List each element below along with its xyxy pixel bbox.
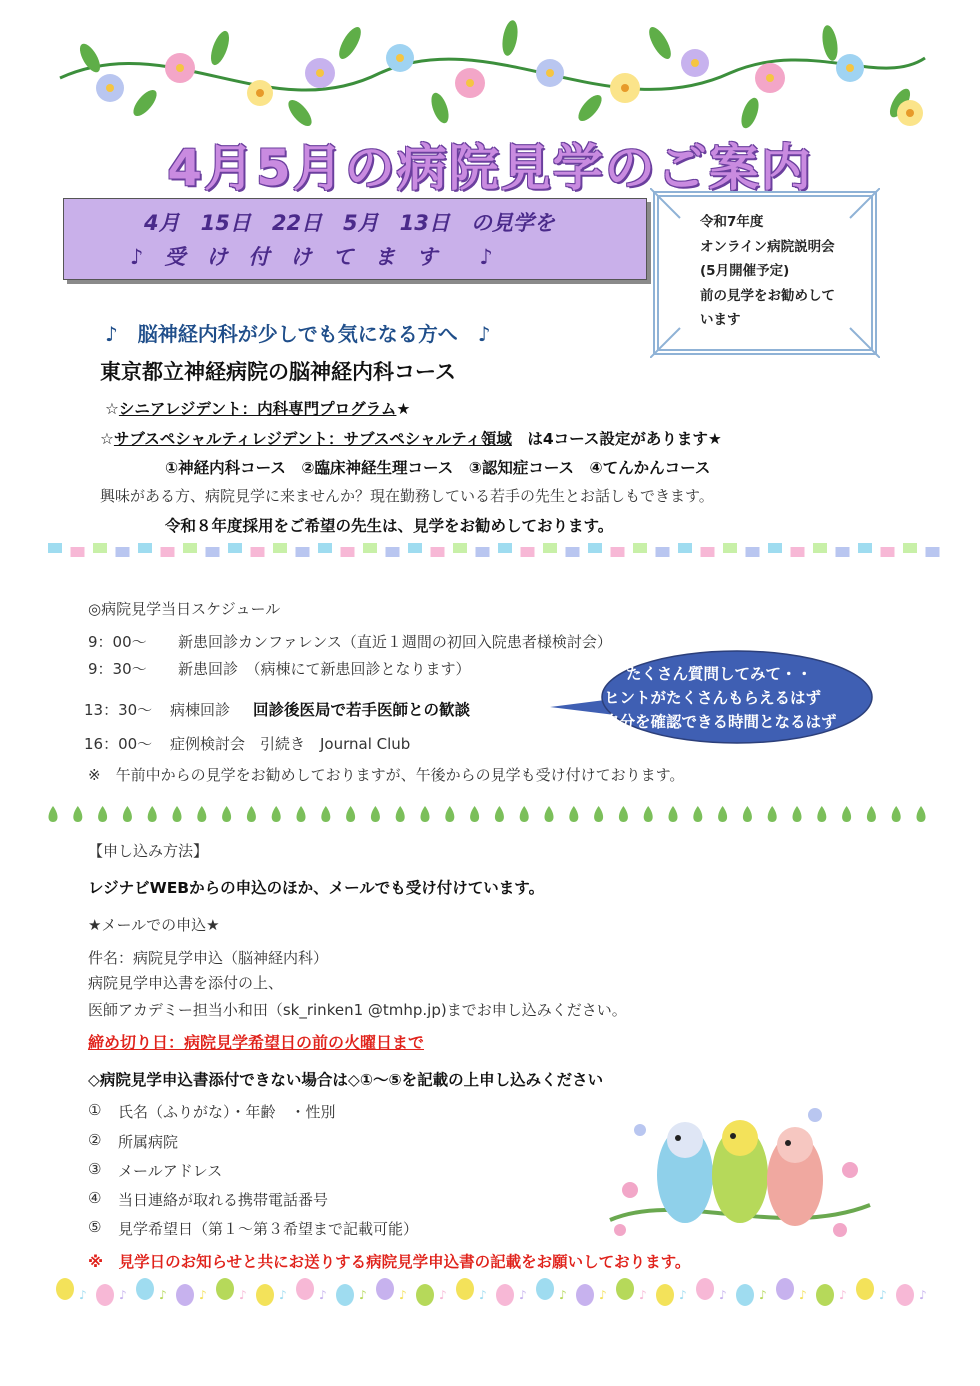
divider-drop xyxy=(222,806,231,822)
schedule-time: 13：30～ xyxy=(84,701,153,719)
balloon-icon xyxy=(576,1284,594,1306)
music-note-icon: ♪ xyxy=(519,1288,527,1302)
divider-square xyxy=(543,543,557,553)
divider-drop xyxy=(892,806,901,822)
music-note-icon: ♪ xyxy=(559,1288,567,1302)
bubble-line: ヒントがたくさんもらえるはず xyxy=(604,689,822,707)
divider-drop xyxy=(321,806,330,822)
square-divider xyxy=(48,543,948,559)
music-note-icon: ♪ xyxy=(679,1288,687,1302)
music-note-icon: ♪ xyxy=(799,1288,807,1302)
divider-square xyxy=(116,547,130,557)
divider-drop xyxy=(346,806,355,822)
divider-square xyxy=(813,543,827,553)
course-title: 東京都立神経病院の脳神経内科コース xyxy=(100,360,456,384)
divider-drop xyxy=(371,806,380,822)
divider-square xyxy=(386,547,400,557)
star-icon: ☆ xyxy=(105,400,119,418)
divider-square xyxy=(48,543,62,553)
divider-square xyxy=(611,547,625,557)
accepting-line: ♪ 受 け 付 け て ま す ♪ xyxy=(130,245,493,269)
mail-subject: 件名：病院見学申込（脳神経内科） xyxy=(88,949,329,967)
mail-contact: 医師アカデミー担当小和田（sk_rinken1 @tmhp.jp)までお申し込みください。 xyxy=(88,1001,627,1019)
balloon-icon xyxy=(656,1284,674,1306)
senior-resident-program: シニアレジデント：内科専門プログラム xyxy=(118,400,397,418)
item-text: 当日連絡が取れる携帯電話番号 xyxy=(118,1191,329,1209)
divider-drop xyxy=(272,806,281,822)
divider-drop xyxy=(569,806,578,822)
apply-web-text: レジナビWEBからの申込のほか、メールでも受け付けています。 xyxy=(88,879,545,897)
divider-square xyxy=(678,543,692,553)
divider-square xyxy=(341,547,355,557)
parakeets-illustration xyxy=(600,1100,880,1250)
divider-square xyxy=(71,547,85,557)
balloon-icon xyxy=(776,1278,794,1300)
balloons-divider xyxy=(45,1275,935,1315)
schedule-time: 16：00～ xyxy=(84,735,153,753)
item-text: 所属病院 xyxy=(118,1133,179,1151)
recommend-text: 令和８年度採用をご希望の先生は、見学をお勧めしております。 xyxy=(165,517,614,535)
alt-heading: ◇病院見学申込書添付できない場合は◇①～⑤を記載の上申し込みください xyxy=(88,1071,604,1089)
final-note: ※ 見学日のお知らせと共にお送りする病院見学申込書の記載をお願いしております。 xyxy=(88,1253,691,1271)
music-note-icon: ♪ xyxy=(599,1288,607,1302)
divider-drop xyxy=(49,806,58,822)
schedule-highlight: 回診後医局で若手医師との歓談 xyxy=(253,701,471,719)
subspecialty-note: は4コース設定があります★ xyxy=(511,430,722,448)
divider-square xyxy=(926,547,940,557)
divider-drop xyxy=(470,806,479,822)
music-note-icon: ♪ xyxy=(839,1288,847,1302)
divider-square xyxy=(858,543,872,553)
item-number: ⑤ xyxy=(88,1218,102,1236)
balloon-icon xyxy=(256,1284,274,1306)
divider-square xyxy=(723,543,737,553)
divider-drop xyxy=(98,806,107,822)
flower-garland-decoration xyxy=(50,18,930,138)
music-note-icon: ♪ xyxy=(399,1288,407,1302)
page-title: 4月5月の病院見学のご案内 xyxy=(167,139,813,197)
intro-headline: ♪ 脳神経内科が少しでも気になる方へ ♪ xyxy=(105,322,491,346)
apply-heading: 【申し込み方法】 xyxy=(88,842,209,860)
balloon-icon xyxy=(176,1284,194,1306)
online-info-line: 前の見学をお勧めして xyxy=(700,287,835,304)
divider-square xyxy=(701,547,715,557)
divider-square xyxy=(408,543,422,553)
divider-square xyxy=(183,543,197,553)
divider-square xyxy=(498,543,512,553)
online-info-line: オンライン病院説明会 xyxy=(700,238,835,255)
divider-square xyxy=(881,547,895,557)
divider-square xyxy=(273,543,287,553)
divider-drop xyxy=(73,806,82,822)
schedule-heading: ◎病院見学当日スケジュール xyxy=(88,600,281,618)
speech-bubble-text xyxy=(604,662,874,734)
balloon-icon xyxy=(896,1284,914,1306)
divider-square xyxy=(453,543,467,553)
music-note-icon: ♪ xyxy=(199,1288,207,1302)
schedule-text: 新患回診カンファレンス（直近１週間の初回入院患者様検討会） xyxy=(178,633,612,651)
balloon-icon xyxy=(136,1278,154,1300)
divider-drop xyxy=(768,806,777,822)
item-number: ② xyxy=(88,1131,102,1149)
item-text: 見学希望日（第１～第３希望まで記載可能） xyxy=(118,1220,419,1238)
music-note-icon: ♪ xyxy=(759,1288,767,1302)
divider-square xyxy=(791,547,805,557)
divider-drop xyxy=(669,806,678,822)
divider-drop xyxy=(743,806,752,822)
divider-drop xyxy=(693,806,702,822)
bubble-line: 自分を確認できる時間となるはず xyxy=(604,713,837,731)
divider-square xyxy=(228,543,242,553)
divider-square xyxy=(251,547,265,557)
schedule-time: 9：00～ xyxy=(88,633,147,651)
divider-square xyxy=(138,543,152,553)
online-info-line: (5月開催予定) xyxy=(700,263,790,279)
balloon-icon xyxy=(376,1278,394,1300)
item-text: メールアドレス xyxy=(118,1162,223,1180)
mail-heading: ★メールでの申込★ xyxy=(88,916,220,934)
mail-attach: 病院見学申込書を添付の上、 xyxy=(88,974,284,992)
visit-dates-box xyxy=(63,198,647,280)
music-note-icon: ♪ xyxy=(919,1288,927,1302)
item-number: ③ xyxy=(88,1160,102,1178)
music-note-icon: ♪ xyxy=(279,1288,287,1302)
balloon-icon xyxy=(96,1284,114,1306)
music-note-icon: ♪ xyxy=(119,1288,127,1302)
balloon-icon xyxy=(696,1278,714,1300)
balloon-icon xyxy=(296,1278,314,1300)
item-number: ① xyxy=(88,1101,102,1119)
balloon-icon xyxy=(336,1284,354,1306)
divider-square xyxy=(746,547,760,557)
music-note-icon: ♪ xyxy=(359,1288,367,1302)
schedule-time: 9：30～ xyxy=(88,660,147,678)
bubble-line: たくさん質問してみて・・ xyxy=(626,665,813,683)
balloon-icon xyxy=(456,1278,474,1300)
course-list: ①神経内科コース ②臨床神経生理コース ③認知症コース ④てんかんコース xyxy=(165,459,711,477)
divider-drop xyxy=(297,806,306,822)
balloon-icon xyxy=(816,1284,834,1306)
divider-square xyxy=(431,547,445,557)
item-text: 氏名（ふりがな）・年齢 ・性別 xyxy=(118,1103,336,1121)
balloon-icon xyxy=(736,1284,754,1306)
divider-square xyxy=(656,547,670,557)
divider-square xyxy=(318,543,332,553)
invite-text: 興味がある方、病院見学に来ませんか？現在勤務している若手の先生とお話しもできます。 xyxy=(100,487,714,505)
divider-drop xyxy=(594,806,603,822)
divider-square xyxy=(476,547,490,557)
divider-square xyxy=(93,543,107,553)
divider-square xyxy=(633,543,647,553)
divider-square xyxy=(161,547,175,557)
balloon-icon xyxy=(536,1278,554,1300)
star-icon: ☆ xyxy=(100,430,114,448)
deadline-text: 締め切り日：病院見学希望日の前の火曜日まで xyxy=(88,1033,425,1052)
divider-drop xyxy=(197,806,206,822)
divider-drop xyxy=(247,806,256,822)
divider-drop xyxy=(123,806,132,822)
music-note-icon: ♪ xyxy=(159,1288,167,1302)
divider-square xyxy=(566,547,580,557)
divider-drop xyxy=(495,806,504,822)
balloon-icon xyxy=(616,1278,634,1300)
drop-divider xyxy=(45,804,945,826)
divider-drop xyxy=(173,806,182,822)
divider-drop xyxy=(817,806,826,822)
divider-drop xyxy=(842,806,851,822)
divider-drop xyxy=(619,806,628,822)
subspecialty-line xyxy=(100,427,722,449)
star-icon: ★ xyxy=(396,400,411,418)
online-info-line: います xyxy=(700,312,741,328)
schedule-text: 病棟回診 xyxy=(170,701,231,719)
divider-square xyxy=(296,547,310,557)
divider-drop xyxy=(520,806,529,822)
item-number: ④ xyxy=(88,1189,102,1207)
subspecialty-program: サブスペシャルティレジデント：サブスペシャルティ領域 xyxy=(113,430,512,448)
divider-drop xyxy=(718,806,727,822)
schedule-note: ※ 午前中からの見学をお勧めしておりますが、午後からの見学も受け付けております。 xyxy=(88,766,685,784)
divider-drop xyxy=(148,806,157,822)
music-note-icon: ♪ xyxy=(879,1288,887,1302)
balloon-icon xyxy=(856,1278,874,1300)
music-note-icon: ♪ xyxy=(479,1288,487,1302)
schedule-text: 新患回診 （病棟にて新患回診となります） xyxy=(178,660,471,678)
divider-square xyxy=(768,543,782,553)
divider-drop xyxy=(545,806,554,822)
divider-drop xyxy=(445,806,454,822)
divider-square xyxy=(836,547,850,557)
online-info-line: 令和7年度 xyxy=(700,214,764,230)
divider-square xyxy=(206,547,220,557)
divider-drop xyxy=(917,806,926,822)
music-note-icon: ♪ xyxy=(719,1288,727,1302)
divider-drop xyxy=(793,806,802,822)
visit-dates-line: 4月 15日 22日 5月 13日 の見学を xyxy=(144,211,555,235)
divider-square xyxy=(521,547,535,557)
music-note-icon: ♪ xyxy=(439,1288,447,1302)
music-note-icon: ♪ xyxy=(319,1288,327,1302)
music-note-icon: ♪ xyxy=(79,1288,87,1302)
divider-square xyxy=(903,543,917,553)
schedule-text: 症例検討会 引続き Journal Club xyxy=(170,735,411,753)
senior-resident-line xyxy=(105,397,410,419)
divider-drop xyxy=(396,806,405,822)
online-info-text xyxy=(700,210,870,333)
divider-drop xyxy=(644,806,653,822)
balloon-icon xyxy=(216,1278,234,1300)
balloon-icon xyxy=(56,1278,74,1300)
divider-square xyxy=(588,543,602,553)
divider-square xyxy=(363,543,377,553)
music-note-icon: ♪ xyxy=(639,1288,647,1302)
divider-drop xyxy=(867,806,876,822)
balloon-icon xyxy=(496,1284,514,1306)
divider-drop xyxy=(421,806,430,822)
music-note-icon: ♪ xyxy=(239,1288,247,1302)
balloon-icon xyxy=(416,1284,434,1306)
